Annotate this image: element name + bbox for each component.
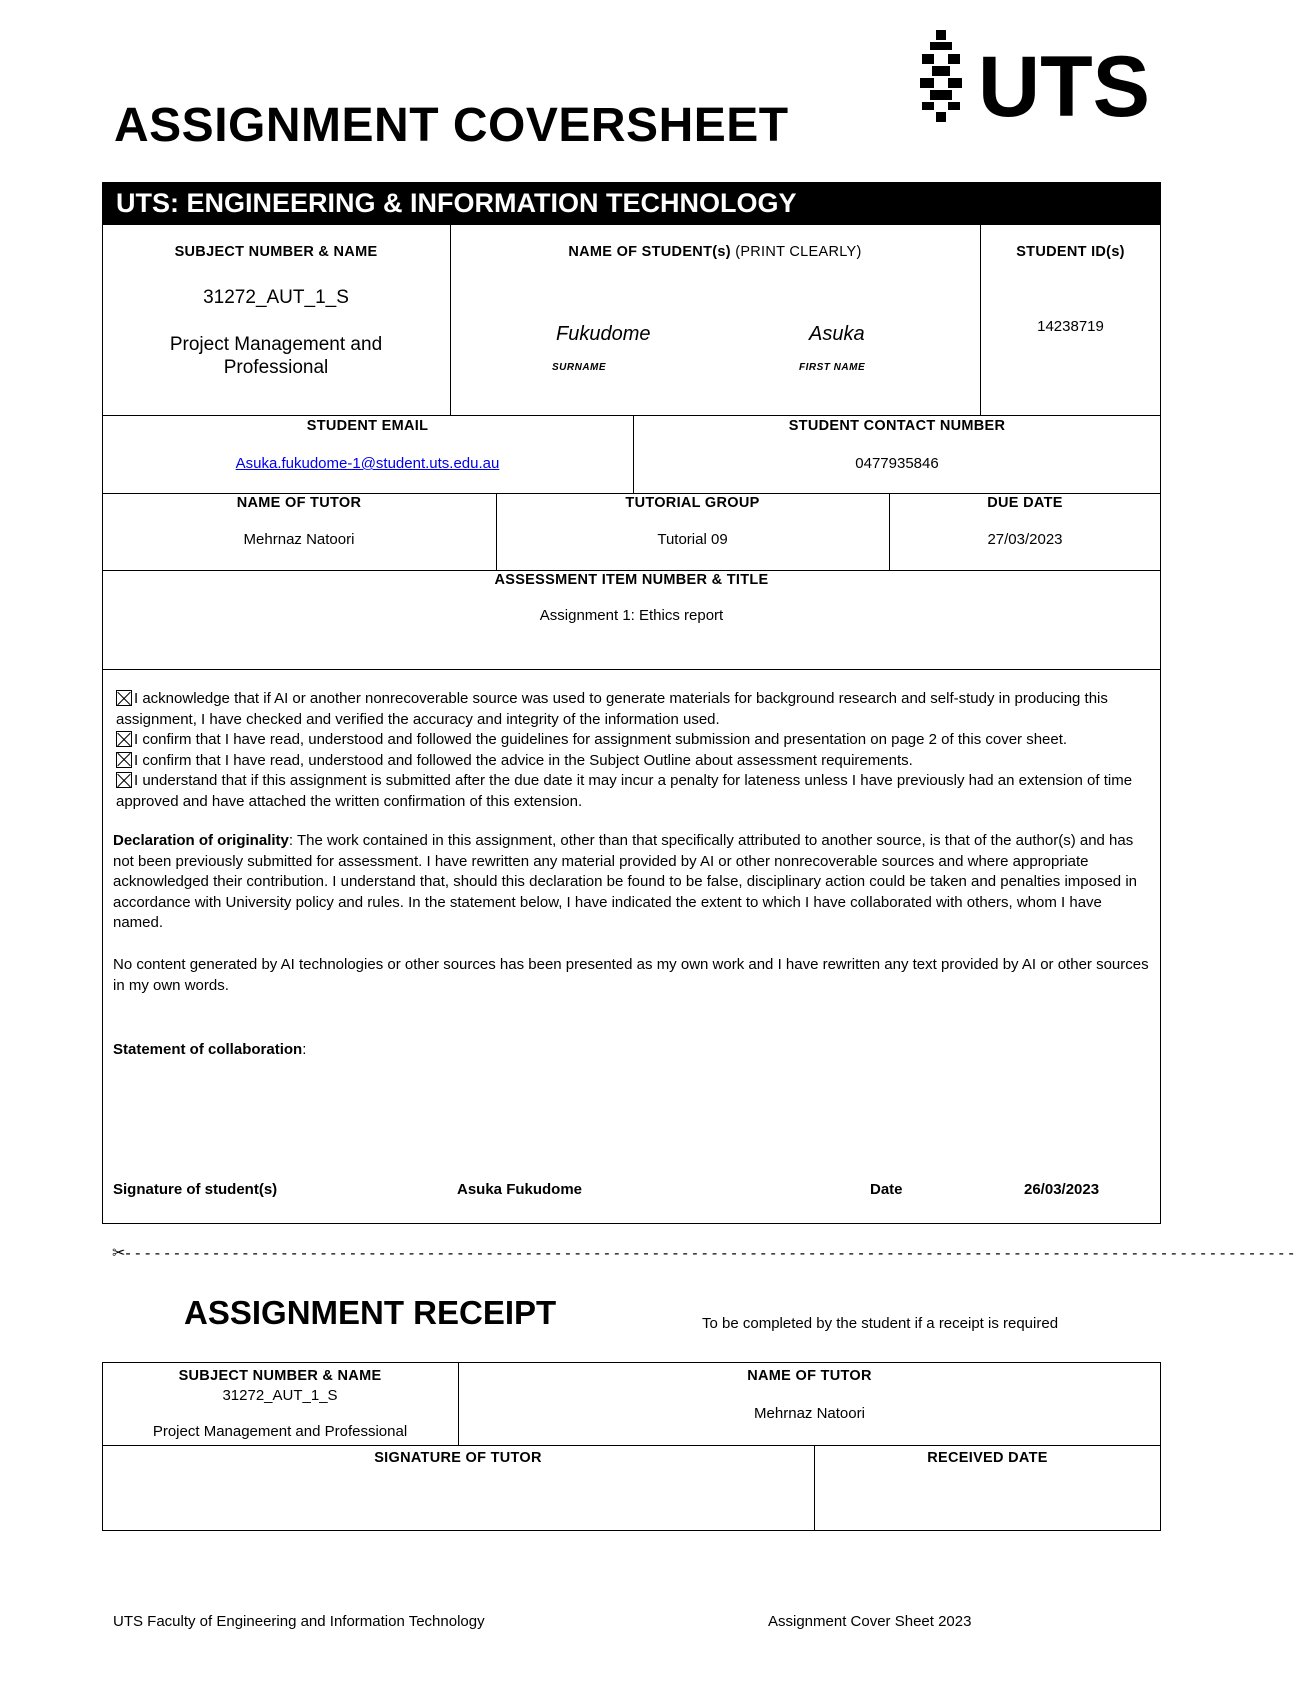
- ai-statement: No content generated by AI technologies or other sources has been presented as my own work and I have rewritten any text provided by AI or other sources in my own words.: [113, 956, 1149, 994]
- checked-checkbox-icon[interactable]: [116, 690, 132, 706]
- originality-declaration: [113, 831, 1153, 934]
- received-date-label: RECEIVED DATE: [927, 1450, 1048, 1466]
- footer-doc-name: Assignment Cover Sheet 2023: [768, 1613, 972, 1630]
- tutor-value: Mehrnaz Natoori: [243, 531, 355, 548]
- student-first-name: Asuka: [809, 323, 865, 345]
- collaboration-label: Statement of collaboration: [113, 1041, 303, 1058]
- student-surname: Fukudome: [556, 323, 651, 345]
- date-label: Date: [870, 1181, 903, 1198]
- tutorial-value: Tutorial 09: [657, 531, 728, 548]
- signature-label: Signature of student(s): [113, 1181, 278, 1198]
- originality-label: Declaration of originality: [113, 832, 289, 849]
- receipt-subject-label: SUBJECT NUMBER & NAME: [178, 1368, 382, 1384]
- receipt-tutor-label: NAME OF TUTOR: [747, 1368, 872, 1384]
- divider: [102, 493, 1161, 494]
- receipt-tutor-value: Mehrnaz Natoori: [754, 1405, 865, 1422]
- originality-text: : The work contained in this assignment, other than that specifically attributed to another source, is that of the author(s) and has not been previously submitted for assessment. I have rewritten any material provided by AI or other nonrecoverable sources and where appropriate acknowledged their contribution. I understand that, should this declaration be found to be false, disciplinary action could be taken and penalties imposed in accordance with University policy and rules. In the statement below, I have indicated the extent to which I have collaborated with others, whom I have named.: [113, 832, 1137, 931]
- checked-checkbox-icon[interactable]: [116, 731, 132, 747]
- contact-value: 0477935846: [855, 455, 939, 472]
- due-date-label: DUE DATE: [987, 495, 1063, 511]
- student-id-label: STUDENT ID(s): [1016, 244, 1125, 260]
- collaboration-statement: Statement of collaboration:: [113, 1041, 307, 1058]
- divider: [102, 669, 1161, 670]
- assessment-title: Assignment 1: Ethics report: [539, 607, 724, 624]
- divider: [102, 415, 1161, 416]
- surname-caption: SURNAME: [552, 362, 607, 373]
- declaration-item: I confirm that I have read, understood and followed the guidelines for assignment submission and presentation on page 2 of this cover sheet.: [113, 730, 1158, 751]
- subject-code: 31272_AUT_1_S: [203, 287, 349, 308]
- student-id-value: 14238719: [1037, 318, 1104, 335]
- date-value: 26/03/2023: [1024, 1181, 1100, 1198]
- subject-name: Project Management and Professional: [169, 334, 383, 378]
- checked-checkbox-icon[interactable]: [116, 752, 132, 768]
- declaration-item: I understand that if this assignment is submitted after the due date it may incur a penalty for lateness unless I have previously had an extension of time approved and have attached the written confirmation of this extension.: [116, 772, 1133, 810]
- footer-faculty: UTS Faculty of Engineering and Information Technology: [113, 1613, 485, 1630]
- due-date-value: 27/03/2023: [987, 531, 1063, 548]
- student-name-label: [450, 244, 980, 260]
- declaration-item: I acknowledge that if AI or another nonrecoverable source was used to generate materials for background research and self-study in producing this assignment, I have checked and verified the accuracy and integrity of the information used.: [116, 690, 1108, 728]
- student-name-label-rest: (PRINT CLEARLY): [730, 244, 862, 260]
- divider: [102, 1445, 1161, 1446]
- receipt-subject-name: Project Management and Professional: [152, 1423, 408, 1440]
- tutor-signature-label: SIGNATURE OF TUTOR: [374, 1450, 542, 1466]
- checked-checkbox-icon[interactable]: [116, 772, 132, 788]
- uts-logo: [910, 26, 1160, 135]
- uts-crest-icon: [910, 26, 1160, 135]
- declaration-item: I confirm that I have read, understood and followed the advice in the Subject Outline about assessment requirements.: [113, 751, 1158, 772]
- email-link[interactable]: Asuka.fukudome-1@student.uts.edu.au: [235, 455, 500, 472]
- student-name-label-bold: NAME OF STUDENT(s): [568, 244, 731, 260]
- email-label: STUDENT EMAIL: [306, 418, 429, 434]
- receipt-subject-code: 31272_AUT_1_S: [222, 1387, 338, 1404]
- subject-label: SUBJECT NUMBER & NAME: [174, 244, 378, 260]
- divider: [102, 570, 1161, 571]
- first-name-caption: FIRST NAME: [799, 362, 866, 373]
- receipt-title: ASSIGNMENT RECEIPT: [184, 1294, 557, 1331]
- declarations: [113, 689, 1158, 812]
- tutor-label: NAME OF TUTOR: [236, 495, 362, 511]
- email-value[interactable]: [102, 455, 633, 472]
- receipt-note: To be completed by the student if a receipt is required: [702, 1315, 1059, 1332]
- logo-text: UTS: [978, 39, 1150, 135]
- assessment-label: ASSESSMENT ITEM NUMBER & TITLE: [494, 572, 769, 588]
- tutorial-label: TUTORIAL GROUP: [625, 495, 760, 511]
- faculty-banner: UTS: ENGINEERING & INFORMATION TECHNOLOGY: [102, 182, 1161, 224]
- contact-label: STUDENT CONTACT NUMBER: [788, 418, 1006, 434]
- scissors-cut-line: ✂- - - - - - - - - - - - - - - - - - - - - - - - - - - - - - - - - - - - - - - - - - - - - - - - - - - - - - - - - - - - - - - - - - - - - - - - - - - - - - - - - - - - - - - - - - - - - - - - - - - - - - - - - - - - - - - - - - - - - - - -: [112, 1245, 1294, 1262]
- page-title: ASSIGNMENT COVERSHEET: [114, 99, 789, 152]
- signature-value: Asuka Fukudome: [457, 1181, 583, 1198]
